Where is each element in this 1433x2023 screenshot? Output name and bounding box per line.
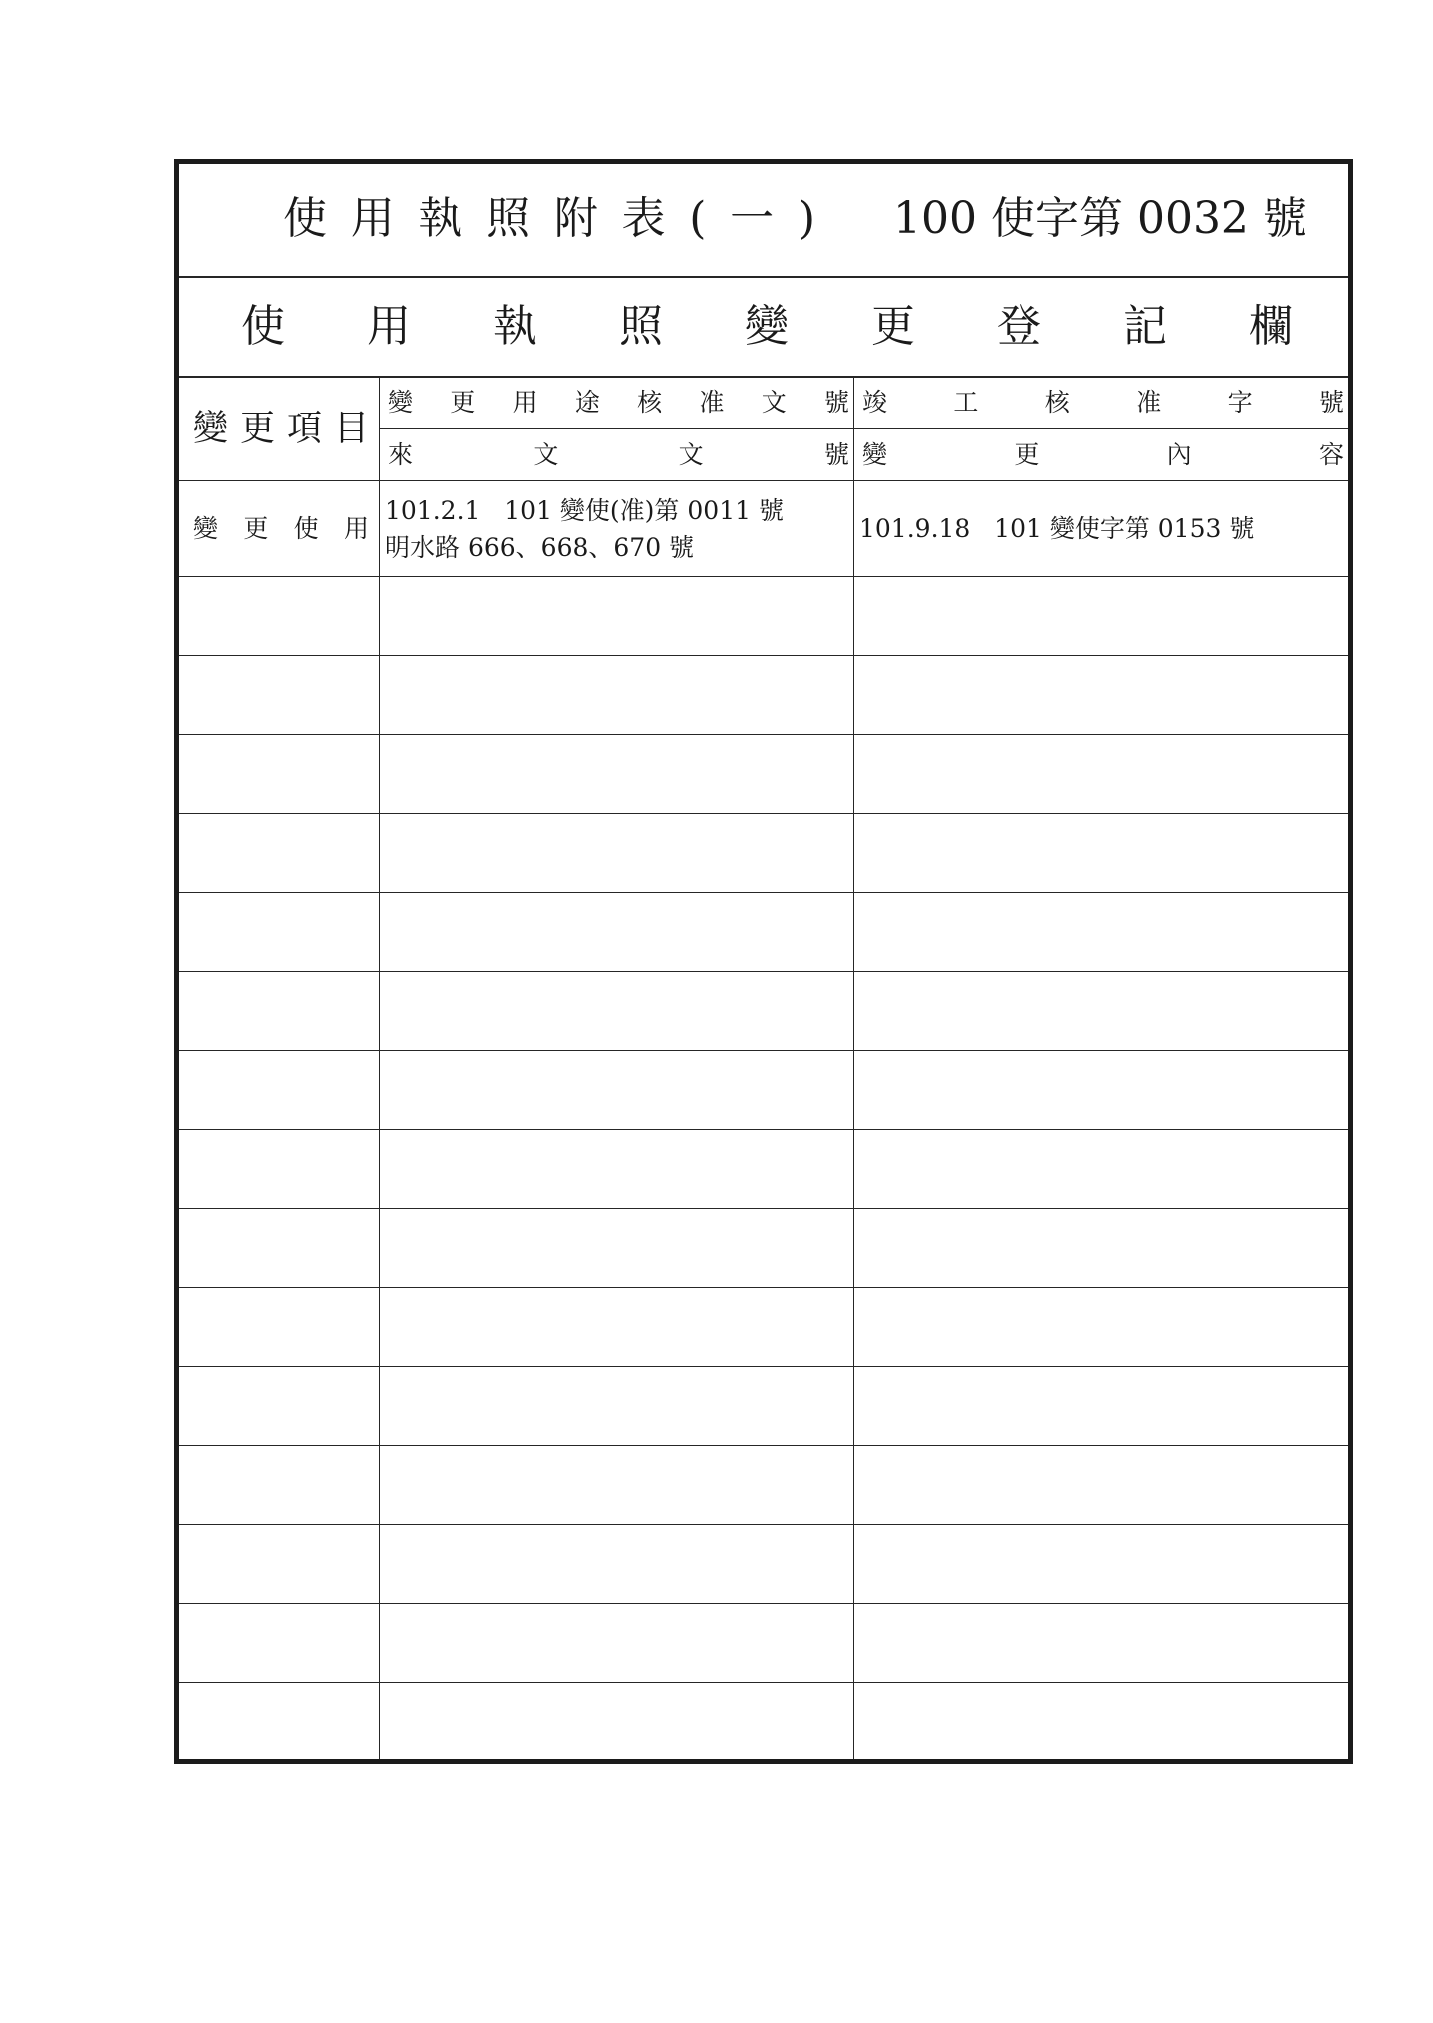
approval-number-cell [380, 1367, 854, 1446]
change-item-cell [177, 893, 380, 972]
title-wrap [179, 165, 1348, 275]
approval-number-cell [380, 1288, 854, 1367]
approval-number-cell [380, 1130, 854, 1209]
header-incoming-doc-no: 來文文號 [388, 439, 849, 469]
approval-number-cell [380, 972, 854, 1051]
table-row [177, 972, 1351, 1051]
table-row [177, 656, 1351, 735]
completion-number-cell [854, 1051, 1351, 1130]
change-item-cell [177, 1525, 380, 1604]
change-item-cell [177, 814, 380, 893]
table-row [177, 1604, 1351, 1683]
change-item-cell [177, 1209, 380, 1288]
section-heading: 使用執照變更登記欄 [241, 300, 1294, 352]
header-change-use-approval-no: 變更用途核准文號 [388, 387, 849, 417]
change-item-cell [177, 656, 380, 735]
table-row [177, 481, 1351, 577]
approval-number-cell [380, 1525, 854, 1604]
completion-number-cell [854, 1683, 1351, 1762]
header-completion-approval-cell [854, 377, 1351, 429]
completion-number-cell [854, 1446, 1351, 1525]
table-row [177, 1683, 1351, 1762]
completion-number-cell [854, 1209, 1351, 1288]
entry-address-line: 明水路 666、668、670 號 [385, 532, 695, 562]
entry-completion-approval-no: 101.9.18 101 變使字第 0153 號 [859, 514, 1255, 543]
title-cell [177, 162, 1351, 277]
header-change-item: 變更項目 [193, 408, 369, 449]
section-heading-row [177, 277, 1351, 377]
table-row [177, 577, 1351, 656]
completion-number-cell [854, 972, 1351, 1051]
header-completion-approval-no: 竣工核准字號 [862, 387, 1345, 417]
title-row [177, 162, 1351, 277]
header-row-1 [177, 377, 1351, 429]
approval-number-cell [380, 1209, 854, 1288]
header-change-content-cell [854, 429, 1351, 481]
form-title: 使用執照附表(一) [283, 192, 815, 244]
completion-number-cell [854, 1525, 1351, 1604]
table-row [177, 1209, 1351, 1288]
table-row [177, 1051, 1351, 1130]
approval-number-cell [380, 1051, 854, 1130]
section-heading-cell [177, 277, 1351, 377]
table-row [177, 814, 1351, 893]
completion-number-cell [854, 577, 1351, 656]
table-row [177, 893, 1351, 972]
approval-number-cell [380, 1604, 854, 1683]
change-item-cell [177, 972, 380, 1051]
license-number: 100 使字第 0032 號 [893, 192, 1307, 244]
change-item-cell [177, 1288, 380, 1367]
change-item-cell [177, 1604, 380, 1683]
approval-number-cell [380, 893, 854, 972]
change-registration-table [174, 159, 1353, 1764]
change-item-cell [177, 1367, 380, 1446]
header-change-use-approval-cell [380, 377, 854, 429]
approval-number-cell [380, 481, 854, 577]
entry-approval-line: 101.2.1 101 變使(准)第 0011 號 [385, 495, 784, 525]
header-incoming-doc-cell [380, 429, 854, 481]
change-item-cell [177, 577, 380, 656]
completion-number-cell [854, 1288, 1351, 1367]
table-row [177, 1446, 1351, 1525]
table-row [177, 735, 1351, 814]
table-row [177, 1130, 1351, 1209]
entry-change-item: 變更使用 [193, 513, 369, 543]
change-item-cell [177, 735, 380, 814]
change-item-cell [177, 1446, 380, 1525]
completion-number-cell [854, 893, 1351, 972]
approval-number-cell [380, 735, 854, 814]
header-change-content: 變更內容 [862, 439, 1345, 469]
completion-number-cell [854, 814, 1351, 893]
change-item-cell [177, 1130, 380, 1209]
table-row [177, 1367, 1351, 1446]
approval-number-cell [380, 1683, 854, 1762]
table-row [177, 1288, 1351, 1367]
completion-number-cell [854, 735, 1351, 814]
header-change-item-cell [177, 377, 380, 481]
change-item-cell [177, 481, 380, 577]
completion-number-cell [854, 481, 1351, 577]
table-row [177, 1525, 1351, 1604]
approval-number-cell [380, 1446, 854, 1525]
approval-number-cell [380, 814, 854, 893]
approval-number-cell [380, 656, 854, 735]
completion-number-cell [854, 1130, 1351, 1209]
change-item-cell [177, 1051, 380, 1130]
change-item-cell [177, 1683, 380, 1762]
completion-number-cell [854, 1604, 1351, 1683]
approval-number-cell [380, 577, 854, 656]
completion-number-cell [854, 656, 1351, 735]
completion-number-cell [854, 1367, 1351, 1446]
